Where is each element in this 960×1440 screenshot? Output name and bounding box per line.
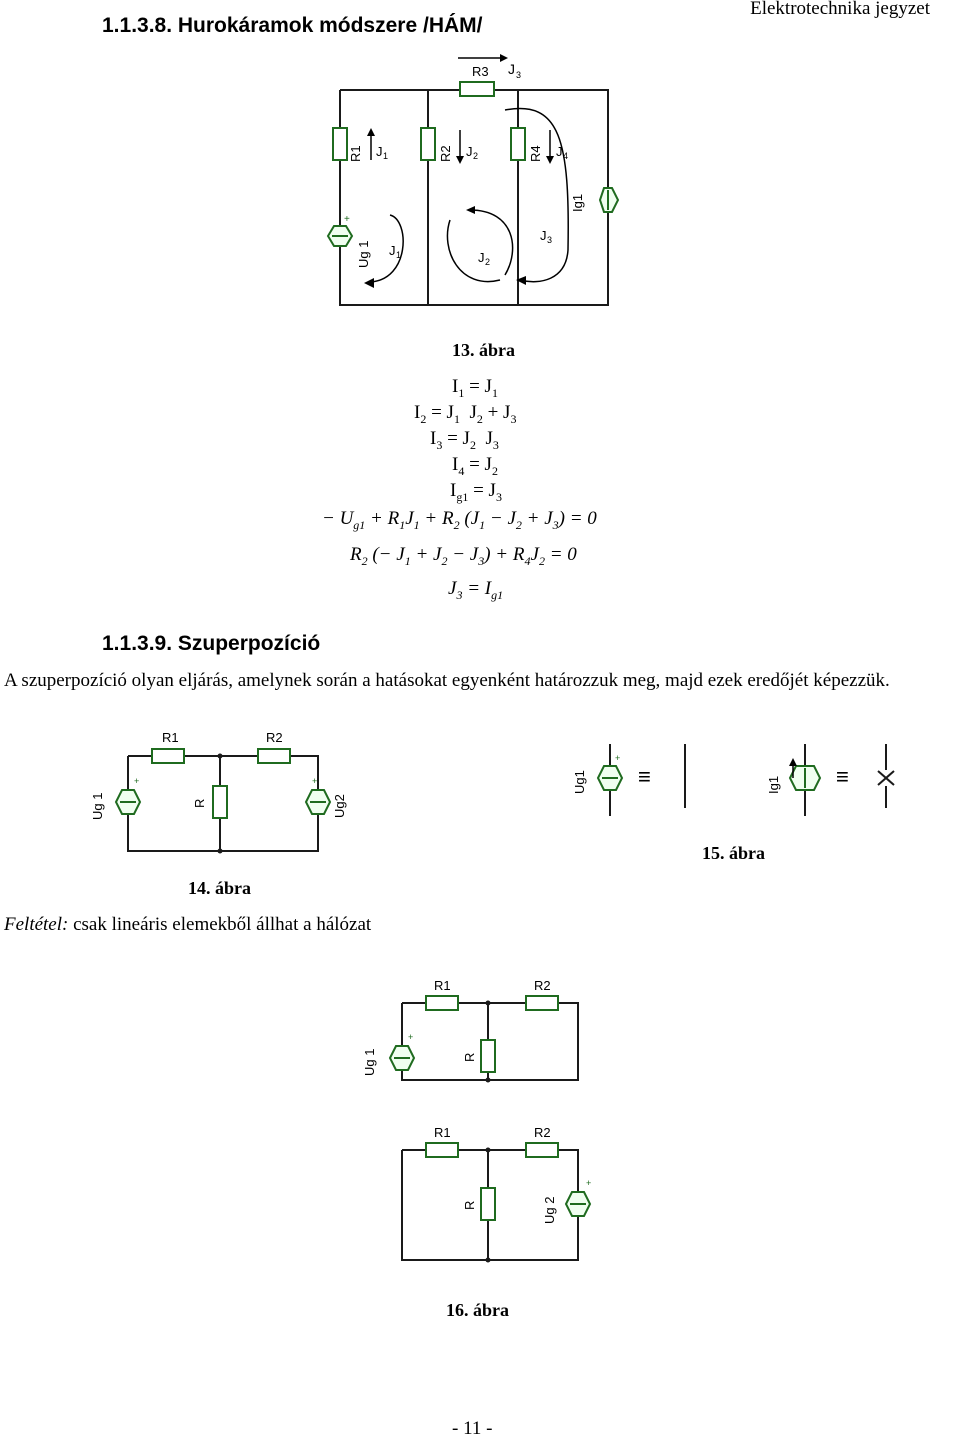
condition-text: csak lineáris elemekből állhat a hálózat bbox=[68, 914, 372, 935]
label-r2: R2 bbox=[438, 145, 453, 162]
svg-text:+: + bbox=[312, 776, 318, 786]
equivalence-sign-1: ≡ bbox=[638, 764, 651, 789]
label-r: R bbox=[462, 1052, 477, 1062]
resistor-r1 bbox=[426, 996, 458, 1010]
figure-14-circuit bbox=[86, 716, 366, 866]
resistor-r2 bbox=[258, 749, 290, 763]
figure-13-circuit bbox=[300, 50, 640, 310]
label-r1: R1 bbox=[162, 730, 179, 745]
equivalence-sign-2: ≡ bbox=[836, 764, 849, 789]
svg-text:J: J bbox=[376, 144, 383, 159]
svg-text:+: + bbox=[408, 1032, 414, 1042]
resistor-r bbox=[213, 786, 227, 818]
label-r4: R4 bbox=[528, 145, 543, 162]
svg-text:1: 1 bbox=[383, 151, 389, 161]
equation-1: $I_1 = J_1$ bbox=[452, 376, 498, 400]
svg-text:J: J bbox=[478, 250, 485, 265]
superposition-heading: 1.1.3.9. Szuperpozíció bbox=[102, 632, 321, 655]
label-r3: R3 bbox=[472, 64, 489, 79]
label-ug1: Ug 1 bbox=[362, 1048, 377, 1076]
page-number: - 11 - bbox=[452, 1418, 493, 1439]
condition-line bbox=[4, 912, 371, 937]
figure-16-circuit-top bbox=[356, 978, 596, 1088]
equation-3: $I_3 = J_2$ $J_3$ bbox=[430, 428, 499, 452]
label-r: R bbox=[192, 798, 207, 808]
svg-text:2: 2 bbox=[473, 151, 479, 161]
condition-label: Feltétel: bbox=[4, 914, 69, 935]
equation-5: $I_{g1} = J_3$ bbox=[450, 480, 502, 504]
resistor-r1 bbox=[333, 128, 347, 160]
label-r2: R2 bbox=[266, 730, 283, 745]
figure-15-caption: 15. ábra bbox=[702, 843, 765, 863]
svg-text:J: J bbox=[540, 228, 547, 243]
svg-text:3: 3 bbox=[547, 235, 553, 245]
label-r2: R2 bbox=[534, 1125, 551, 1140]
label-r1: R1 bbox=[434, 978, 451, 993]
svg-text:+: + bbox=[586, 1178, 592, 1188]
svg-text:+: + bbox=[134, 776, 140, 786]
svg-text:2: 2 bbox=[485, 257, 491, 267]
equation-4: $I_4 = J_2$ bbox=[452, 454, 498, 478]
label-ug1: Ug 1 bbox=[90, 792, 105, 820]
equation-2: $I_2 = J_1$ $J_2 + J_3$ bbox=[414, 402, 517, 426]
figure-13-caption: 13. ábra bbox=[452, 340, 515, 360]
resistor-r2 bbox=[421, 128, 435, 160]
section-title: 1.1.3.8. Hurokáramok módszere /HÁM/ bbox=[102, 14, 483, 37]
label-j3-top: J bbox=[508, 61, 515, 77]
svg-text:+: + bbox=[615, 753, 621, 763]
figure-16-caption: 16. ábra bbox=[446, 1300, 509, 1320]
document-title: Elektrotechnika jegyzet bbox=[750, 0, 930, 19]
equation-8: $J_3 = I_{g1}$ bbox=[448, 578, 504, 602]
label-ug1: Ug 1 bbox=[356, 240, 371, 268]
label-ug1: Ug1 bbox=[572, 770, 587, 794]
resistor-r1 bbox=[152, 749, 184, 763]
label-r1: R1 bbox=[348, 145, 363, 162]
resistor-r1 bbox=[426, 1143, 458, 1157]
svg-text:4: 4 bbox=[563, 151, 569, 161]
svg-text:3: 3 bbox=[516, 70, 522, 80]
label-ig1: Ig1 bbox=[570, 193, 585, 212]
resistor-r2 bbox=[526, 996, 558, 1010]
svg-text:1: 1 bbox=[396, 250, 402, 260]
svg-text:J: J bbox=[556, 144, 563, 159]
svg-text:J: J bbox=[389, 243, 396, 258]
figure-15-equivalences bbox=[560, 736, 920, 826]
resistor-r bbox=[481, 1188, 495, 1220]
equation-7: $R_2$ (− $J_1 + J_2 - J_3) + R_4J_2 = 0$ bbox=[350, 544, 577, 568]
label-r: R bbox=[462, 1200, 477, 1210]
svg-text:J: J bbox=[466, 144, 473, 159]
figure-16-circuit-bottom bbox=[356, 1120, 616, 1270]
label-ig1: Ig1 bbox=[766, 775, 781, 794]
label-r2: R2 bbox=[534, 978, 551, 993]
equation-6: − $U_{g1} + R_1J_1 + R_2$ $(J_1 - J_2 + J_3) = 0$ bbox=[322, 508, 597, 532]
resistor-r3 bbox=[460, 82, 494, 96]
label-r1: R1 bbox=[434, 1125, 451, 1140]
resistor-r bbox=[481, 1040, 495, 1072]
figure-14-caption: 14. ábra bbox=[188, 878, 251, 898]
resistor-r4 bbox=[511, 128, 525, 160]
label-ug2: Ug2 bbox=[332, 794, 347, 818]
resistor-r2 bbox=[526, 1143, 558, 1157]
svg-text:+: + bbox=[344, 214, 350, 225]
label-ug2: Ug 2 bbox=[542, 1196, 557, 1224]
superposition-paragraph: A szuperpozíció olyan eljárás, amelynek során a hatásokat egyenként határozzuk meg, majd ezek eredőjét képezzük. bbox=[4, 670, 890, 691]
